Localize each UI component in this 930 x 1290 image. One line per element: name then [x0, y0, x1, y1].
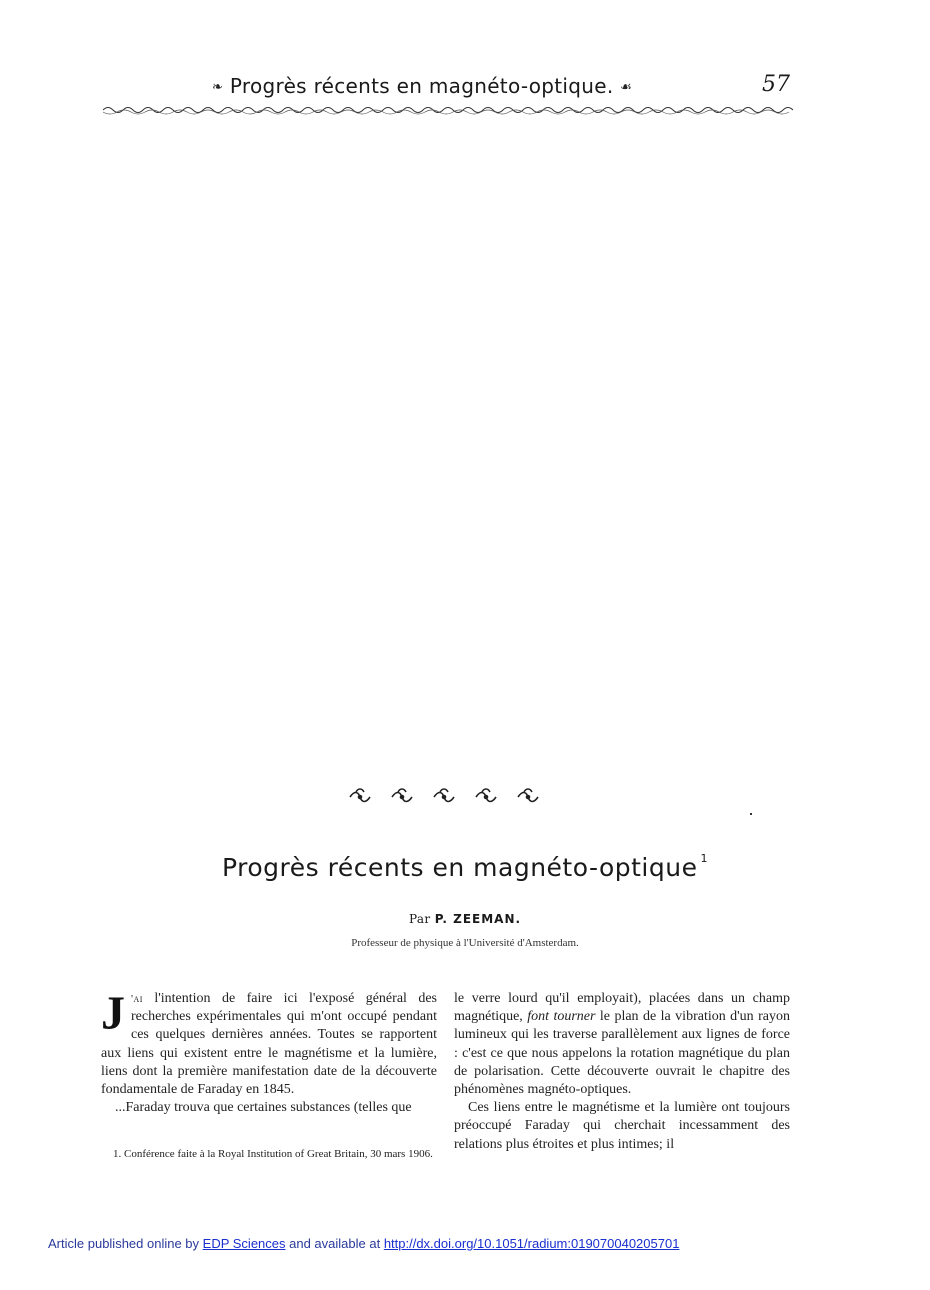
- dropcap: J: [101, 987, 125, 1040]
- paragraph-text: l'intention de faire ici l'exposé général des recherches expérimentales qui m'ont occupé pendant ces quelques dernières années. Toutes se rapportent aux liens qui existent entre le magnétisme et la lumière, liens dont la première manifestation date de la découverte fondamentale de Faraday en 1845.: [101, 991, 437, 1098]
- paragraph-text: le plan de la vibration d'un rayon lumineux qui les traverse parallèlement aux lignes de force : c'est ce que nous appelons la rotation magnétique du plan de polarisation. Cette découverte ouvrait le chapitre des phénomènes magnéto-optiques.: [454, 1009, 790, 1098]
- running-title: [212, 74, 682, 98]
- paragraph: [454, 990, 790, 1099]
- running-head: [0, 74, 930, 104]
- paragraph: ...Faraday trouva que certaines substances (telles que: [115, 1100, 412, 1116]
- byline-prefix: Par: [408, 912, 431, 926]
- title-footnote-mark[interactable]: 1: [700, 852, 708, 865]
- footnote-text: Conférence faite à la Royal Institution of Great Britain, 30 mars 1906.: [124, 1148, 433, 1160]
- header-wavy-rule: [103, 103, 793, 117]
- paragraph: Ces liens entre le magnétisme et la lumière ont toujours préoccupé Faraday qui cherchait incessamment des relations plus étroites et plus intimes; il: [454, 1100, 790, 1152]
- publisher-link[interactable]: EDP Sciences: [202, 1236, 286, 1251]
- publication-footer: [48, 1236, 679, 1251]
- doi-link[interactable]: http://dx.doi.org/10.1051/radium:019070040205701: [383, 1236, 680, 1251]
- footer-prefix: Article published online by: [48, 1236, 203, 1251]
- footnote: [101, 1148, 437, 1161]
- paragraph-text: le verre lourd qu'il employait), placées dans un champ magnétique,: [454, 991, 790, 1025]
- page-number: 57: [762, 72, 790, 97]
- article-title-text: Progrès récents en magnéto-optique: [222, 853, 698, 882]
- left-column: [101, 987, 437, 1117]
- byline: [0, 912, 930, 926]
- article-title: [0, 852, 930, 882]
- running-title-text: Progrès récents en magnéto-optique.: [229, 74, 614, 98]
- footer-middle: and available at: [285, 1236, 384, 1251]
- right-ornament-icon: ☙: [620, 80, 633, 95]
- right-column: [454, 990, 790, 1154]
- stray-dot: [750, 813, 752, 815]
- footnote-number: 1.: [113, 1148, 122, 1160]
- opening-smallcaps: 'ai: [131, 993, 143, 1005]
- author-affiliation: Professeur de physique à l'Université d'Amsterdam.: [351, 937, 579, 949]
- left-ornament-icon: ❧: [212, 80, 224, 95]
- paragraph: [101, 987, 437, 1099]
- section-fleurons-icon: [340, 786, 550, 808]
- emphasis-text: font tourner: [527, 1009, 596, 1025]
- author-name: P. ZEEMAN.: [434, 912, 522, 926]
